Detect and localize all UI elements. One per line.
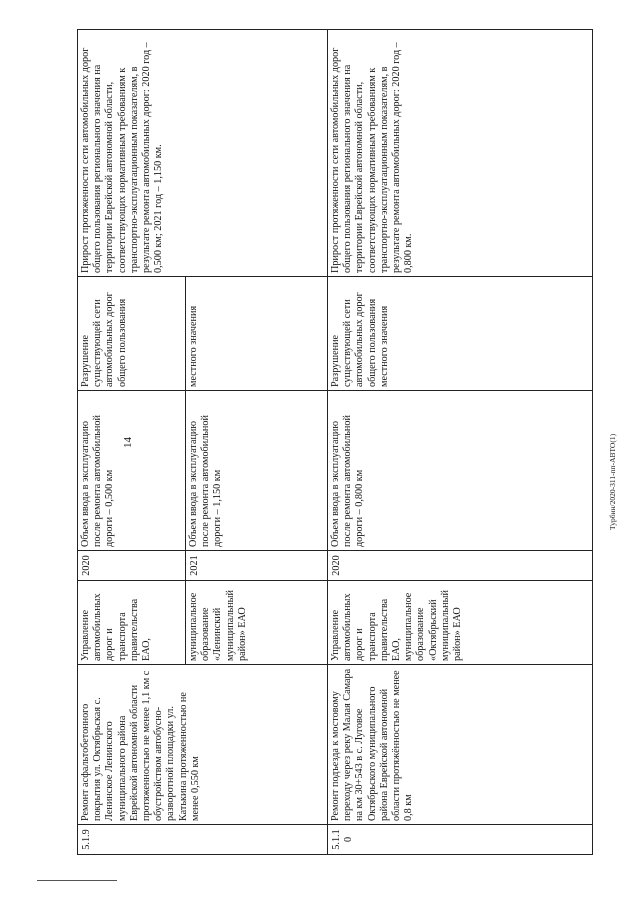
year-cell: 2021 — [186, 551, 328, 581]
table-row — [328, 30, 593, 855]
risk-cell: местного значения — [186, 277, 328, 391]
risk-cell: Разрушение существующей сети автомобильных дорог общего пользования — [78, 277, 186, 391]
year-cell: 2020 — [328, 551, 593, 581]
footer-code: Турбин/2020-311-пп-АВТО(1) — [608, 433, 617, 530]
executor-cell: Управление автомобильных дорог и транспорта правительства ЕАО, — [78, 581, 186, 665]
indicator-cell: Прирост протяженности сети автомобильных дорог общего пользования регионального значения на территории Еврейской автономной области, соответствующих нормативным требованиям к транспортно-эксплуатационным показателям, в результате ремонта автомобильных дорог: 2020 год – 0,500 км; 2021 год – 1,150 км. — [78, 30, 328, 277]
activity-title: Ремонт подъезда к мостовому переходу через реку Малая Самара на км 30+543 в с. Луговое Октябрьского муниципального района Еврейской автономной области протяжённостью не менее 0,8 км — [328, 665, 593, 825]
risk-cell: Разрушение существующей сети автомобильных дорог общего пользования местного значения — [328, 277, 593, 391]
page-number: 14 — [122, 437, 134, 448]
row-number: 5.1.10 — [328, 825, 593, 855]
activity-title: Ремонт асфальтобетонного покрытия ул. Октябрьская с. Ленинское Ленинского муниципального района Еврейской автономной области протяженностью не менее 1,1 км с обустройством автобусно-разворотной площадки ул. Катькина протяженностью не менее 0,550 км — [78, 665, 328, 825]
indicator-cell: Прирост протяженности сети автомобильных дорог общего пользования регионального значения на территории Еврейской автономной области, соответствующих нормативным требованиям к транспортно-эксплуатационным показателям, в результате ремонта автомобильных дорог: 2020 год – 0,800 км. — [328, 30, 593, 277]
executor-cell: муниципальное образование «Ленинский муниципальный район» ЕАО — [186, 581, 328, 665]
result-cell: Объем ввода в эксплуатацию после ремонта автомобильной дороги – 1,150 км — [186, 391, 328, 551]
result-cell: Объем ввода в эксплуатацию после ремонта автомобильной дороги – 0,800 км — [328, 391, 593, 551]
executor-cell: Управление автомобильных дорог и транспорта правительства ЕАО, муниципальное образование «Октябрьский муниципальный район» ЕАО — [328, 581, 593, 665]
table-container — [77, 30, 592, 855]
year-cell: 2020 — [78, 551, 186, 581]
top-rule — [37, 880, 117, 881]
row-number: 5.1.9 — [78, 825, 328, 855]
result-cell: Объем ввода в эксплуатацию после ремонта автомобильной дороги – 0,500 км — [78, 391, 186, 551]
program-table — [77, 29, 593, 855]
table-row — [78, 30, 186, 855]
